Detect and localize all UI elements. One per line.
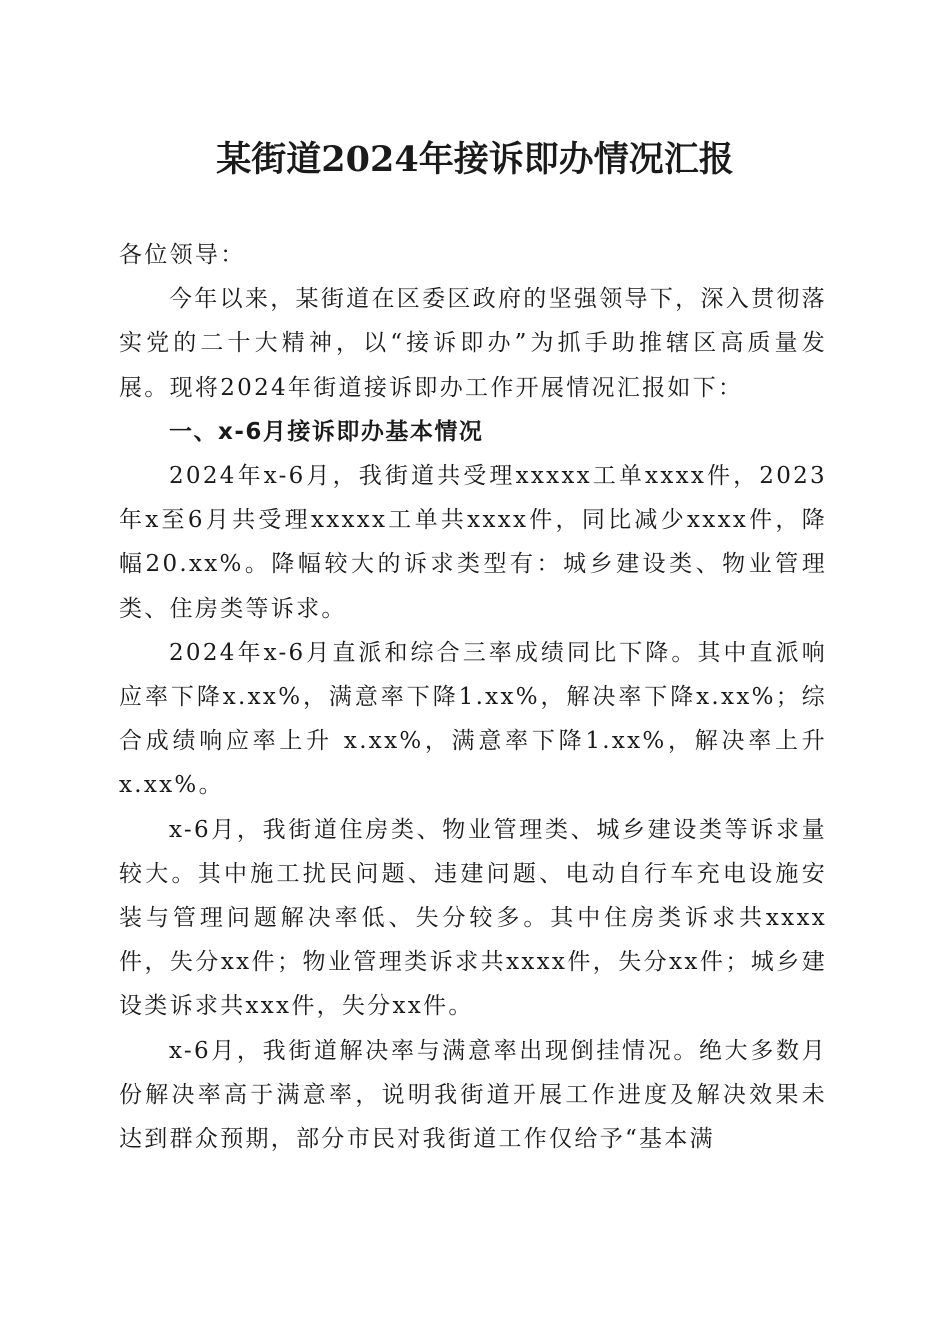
- salutation: 各位领导：: [119, 242, 246, 268]
- document-body: [119, 233, 827, 1161]
- paragraph-1: 2024年x-6月，我街道共受理xxxxx工单xxxx件，2023年x至6月共受理xxxxx工单共xxxx件，同比减少xxxx件，降幅20.xx%。降幅较大的诉求类型有：城乡建设类、物业管理类、住房类等诉求。: [119, 463, 827, 622]
- intro-paragraph: 今年以来，某街道在区委区政府的坚强领导下，深入贯彻落实党的二十大精神，以“接诉即办”为抓手助推辖区高质量发展。现将2024年街道接诉即办工作开展情况汇报如下：: [119, 286, 827, 401]
- document-title: 某街道2024年接诉即办情况汇报: [216, 139, 734, 180]
- section-heading-1: 一、x-6月接诉即办基本情况: [169, 418, 484, 445]
- paragraph-4: x-6月，我街道解决率与满意率出现倒挂情况。绝大多数月份解决率高于满意率，说明我街道开展工作进度及解决效果未达到群众预期，部分市民对我街道工作仅给予“基本满: [119, 1037, 827, 1153]
- paragraph-2: 2024年x-6月直派和综合三率成绩同比下降。其中直派响应率下降x.xx%，满意率下降1.xx%，解决率下降x.xx%；综合成绩响应率上升 x.xx%，满意率下降1.xx%，解决率上升x.xx%。: [119, 639, 827, 799]
- paragraph-3: x-6月，我街道住房类、物业管理类、城乡建设类等诉求量较大。其中施工扰民问题、违建问题、电动自行车充电设施安装与管理问题解决率低、失分较多。其中住房类诉求共xxxx件，失分xx件；物业管理类诉求共xxxx件，失分xx件；城乡建设类诉求共xxx件，失分xx件。: [119, 816, 827, 1020]
